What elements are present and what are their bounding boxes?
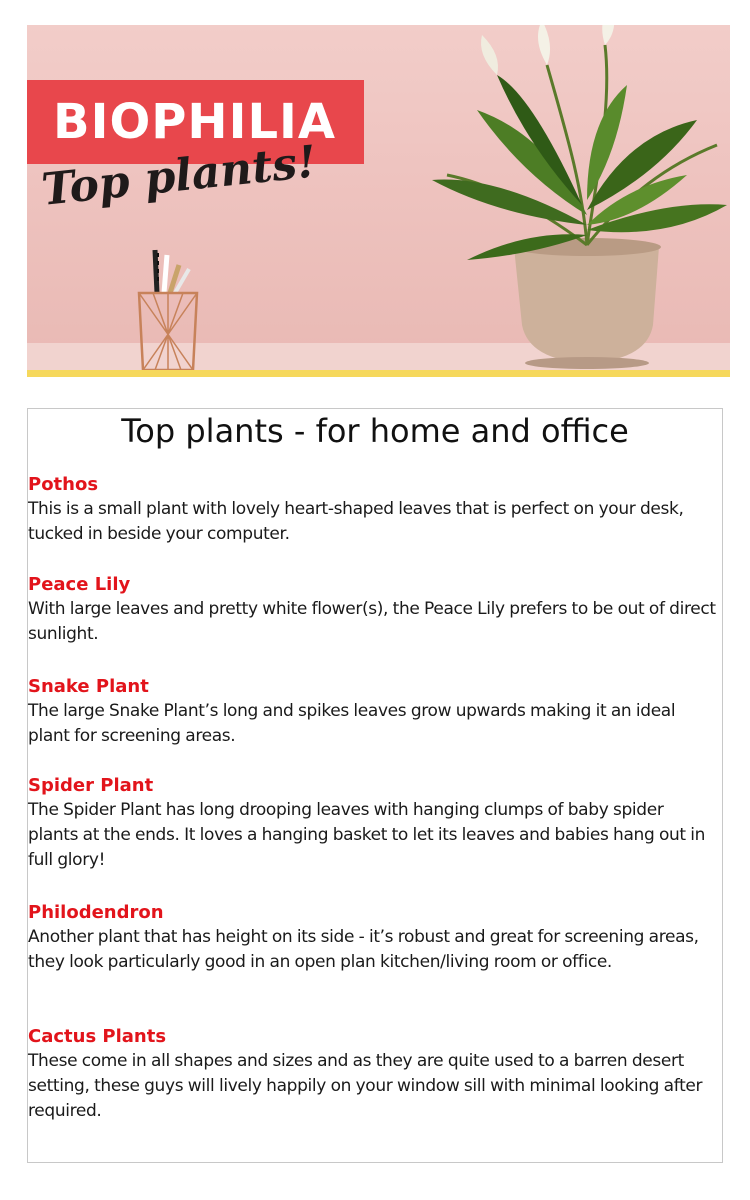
plant-item-philodendron [28, 901, 722, 1025]
plant-list [28, 473, 722, 1145]
plant-name: Cactus Plants [28, 1026, 167, 1047]
plant-item-pothos [28, 473, 722, 573]
plant-description: These come in all shapes and sizes and as they are quite used to a barren desert setting, these guys will lively happily on your window sill with minimal looking after required. [28, 1051, 703, 1121]
plant-description: Another plant that has height on its side - it’s robust and great for screening areas, they look particularly good in an open plan kitchen/living room or office. [28, 927, 699, 972]
potted-plant-icon [432, 25, 727, 369]
script-title: Top plants! [39, 136, 319, 216]
plant-name: Spider Plant [28, 775, 154, 796]
plant-description: With large leaves and pretty white flower(s), the Peace Lily prefers to be out of direct sunlight. [28, 599, 716, 644]
plant-name: Philodendron [28, 902, 164, 923]
plant-name: Snake Plant [28, 676, 149, 697]
plant-description: This is a small plant with lovely heart-shaped leaves that is perfect on your desk, tucked in beside your computer. [28, 499, 684, 544]
badge-text: BIOPHILIA [53, 94, 337, 150]
plant-item-spider-plant [28, 774, 722, 901]
plants-card [27, 408, 723, 1163]
plant-description: The Spider Plant has long drooping leaves with hanging clumps of baby spider plants at the ends. It loves a hanging basket to let its leaves and babies hang out in full glory! [28, 800, 706, 870]
plant-name: Peace Lily [28, 574, 131, 595]
hero-banner [27, 25, 730, 370]
card-title: Top plants - for home and office [121, 412, 629, 450]
plant-item-peace-lily [28, 573, 722, 675]
plant-name: Pothos [28, 474, 99, 495]
plant-description: The large Snake Plant’s long and spikes leaves grow upwards making it an ideal plant for screening areas. [28, 701, 676, 746]
banner-stripe [27, 370, 730, 377]
plant-item-cactus-plants [28, 1025, 722, 1145]
plant-item-snake-plant [28, 675, 722, 774]
